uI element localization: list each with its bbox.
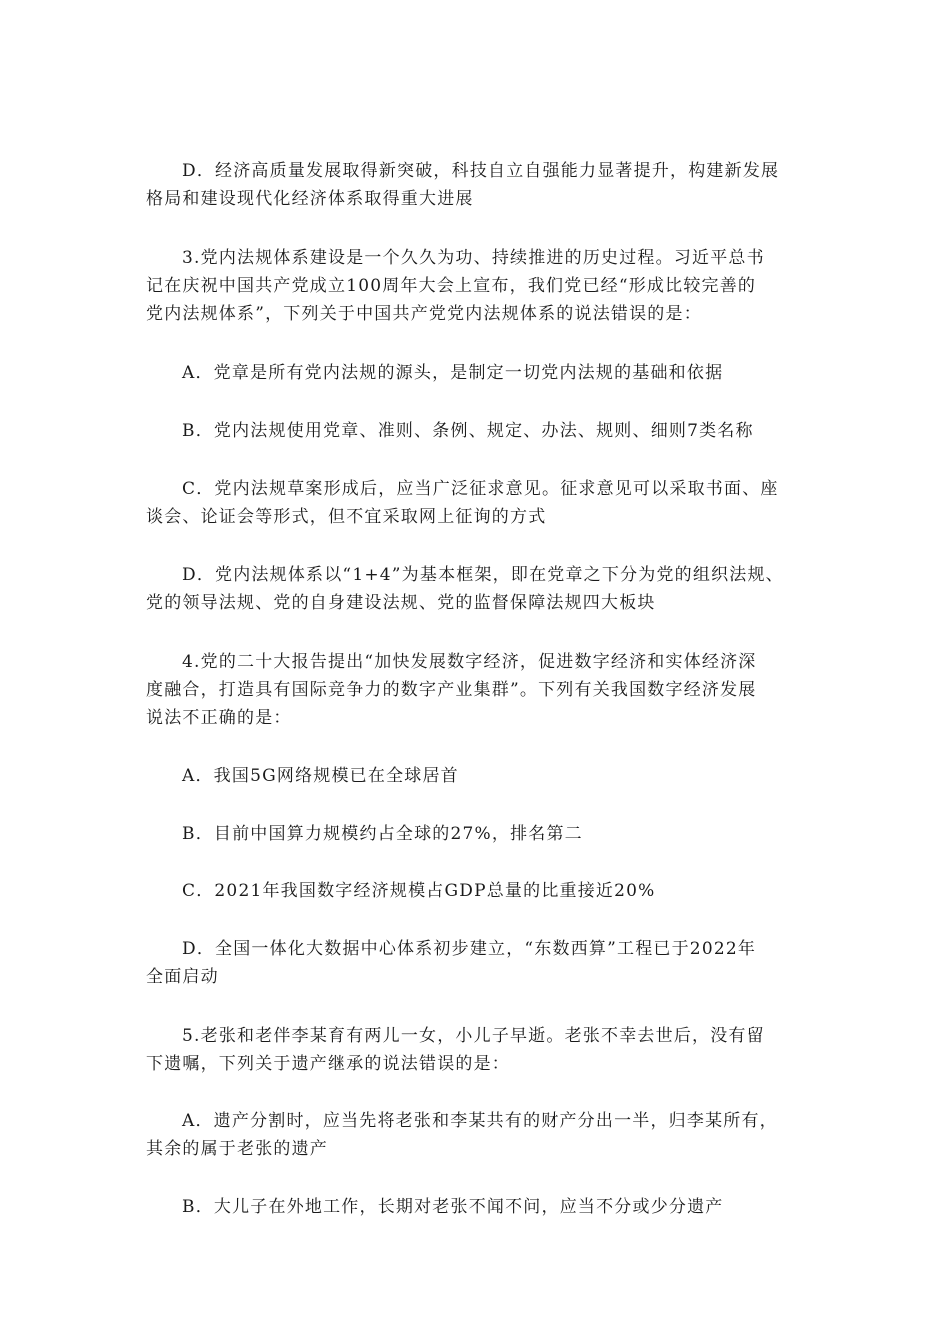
text-line: B．目前中国算力规模约占全球的27%，排名第二 xyxy=(182,824,583,844)
text-line: 格局和建设现代化经济体系取得重大进展 xyxy=(146,189,474,209)
q4-option-a-paragraph xyxy=(146,762,806,790)
q4-option-d-paragraph xyxy=(146,935,806,991)
q3-option-a-paragraph xyxy=(146,359,806,387)
q4-option-c-paragraph xyxy=(146,877,806,905)
text-line: 度融合，打造具有国际竞争力的数字产业集群”。下列有关我国数字经济发展 xyxy=(146,680,757,700)
q5-option-a-paragraph xyxy=(146,1107,806,1163)
q4-stem-paragraph xyxy=(146,648,806,732)
q3-option-c-paragraph xyxy=(146,475,806,531)
q4-option-b-paragraph xyxy=(146,820,806,848)
text-line: 党的领导法规、党的自身建设法规、党的监督保障法规四大板块 xyxy=(146,593,656,613)
q2-option-d-paragraph xyxy=(146,157,806,213)
text-line: D．全国一体化大数据中心体系初步建立，“东数西算”工程已于2022年 xyxy=(182,939,757,959)
q3-stem-paragraph xyxy=(146,244,806,328)
text-line: C．党内法规草案形成后，应当广泛征求意见。征求意见可以采取书面、座 xyxy=(182,479,779,499)
text-line: 谈会、论证会等形式，但不宜采取网上征询的方式 xyxy=(146,507,547,527)
q3-option-b-paragraph xyxy=(146,417,806,445)
text-line: 4.党的二十大报告提出“加快发展数字经济，促进数字经济和实体经济深 xyxy=(182,652,757,672)
text-line: 党内法规体系”，下列关于中国共产党党内法规体系的说法错误的是： xyxy=(146,304,702,324)
text-line: B．大儿子在外地工作，长期对老张不闻不问，应当不分或少分遗产 xyxy=(182,1197,724,1217)
text-line: A．党章是所有党内法规的源头，是制定一切党内法规的基础和依据 xyxy=(182,363,724,383)
text-line: A．遗产分割时，应当先将老张和李某共有的财产分出一半，归李某所有， xyxy=(182,1111,778,1131)
text-line: C．2021年我国数字经济规模占GDP总量的比重接近20% xyxy=(182,881,656,901)
text-line: 3.党内法规体系建设是一个久久为功、持续推进的历史过程。习近平总书 xyxy=(182,248,765,268)
text-line: 说法不正确的是： xyxy=(146,708,292,728)
text-line: D．党内法规体系以“1+4”为基本框架，即在党章之下分为党的组织法规、 xyxy=(182,565,784,585)
q3-option-d-paragraph xyxy=(146,561,806,617)
text-line: D．经济高质量发展取得新突破，科技自立自强能力显著提升，构建新发展 xyxy=(182,161,780,181)
text-line: B．党内法规使用党章、准则、条例、规定、办法、规则、细则7类名称 xyxy=(182,421,754,441)
text-line: A．我国5G网络规模已在全球居首 xyxy=(182,766,459,786)
text-line: 5.老张和老伴李某育有两儿一女，小儿子早逝。老张不幸去世后，没有留 xyxy=(182,1026,765,1046)
text-line: 其余的属于老张的遗产 xyxy=(146,1139,328,1159)
text-line: 记在庆祝中国共产党成立100周年大会上宣布，我们党已经“形成比较完善的 xyxy=(146,276,757,296)
text-line: 全面启动 xyxy=(146,967,219,987)
q5-stem-paragraph xyxy=(146,1022,806,1078)
q5-option-b-paragraph xyxy=(146,1193,806,1221)
text-line: 下遗嘱，下列关于遗产继承的说法错误的是： xyxy=(146,1054,510,1074)
